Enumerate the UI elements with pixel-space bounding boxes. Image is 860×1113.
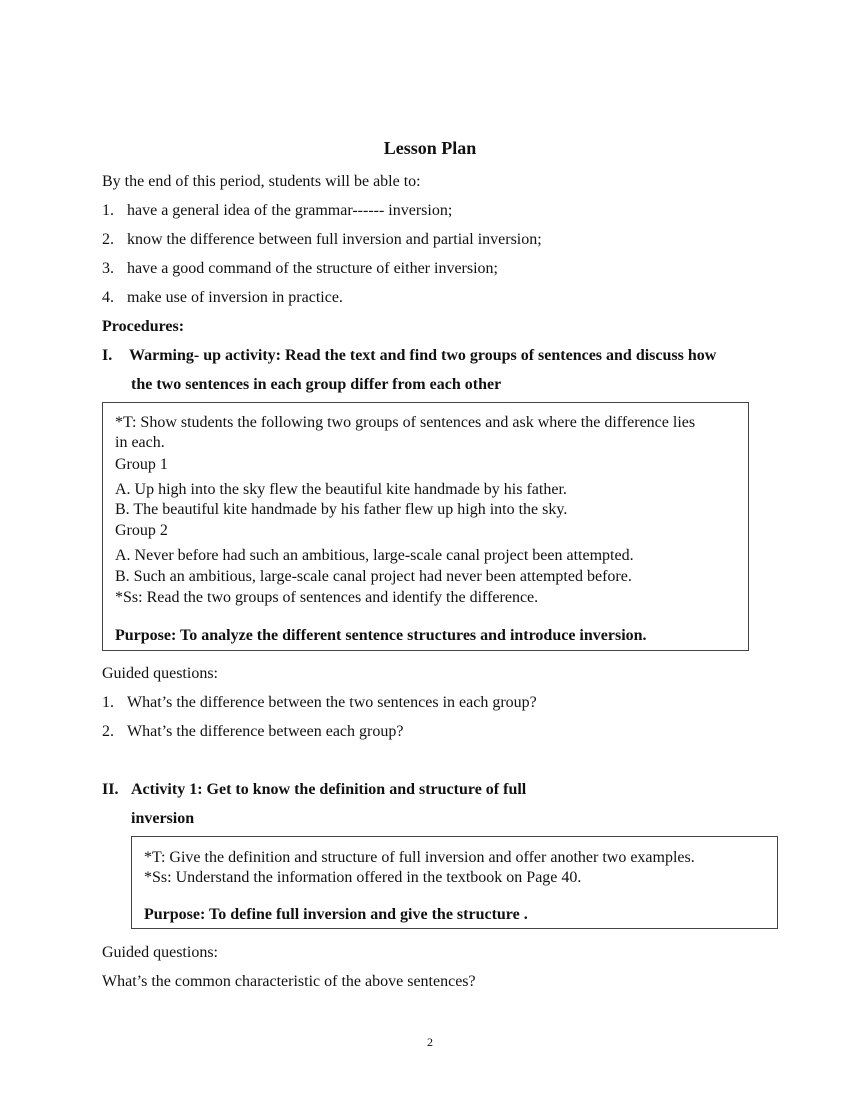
objective-text: have a general idea of the grammar------ inversion; bbox=[127, 202, 453, 219]
question-number: 2. bbox=[102, 723, 114, 740]
question-text: What’s the difference between the two sentences in each group? bbox=[127, 694, 537, 711]
student-instruction: *Ss: Understand the information offered in the textbook on Page 40. bbox=[144, 869, 582, 886]
section-1-number: I. bbox=[102, 347, 113, 364]
purpose-text: Purpose: To define full inversion and give the structure . bbox=[144, 906, 528, 923]
objective-item bbox=[102, 230, 542, 250]
activity-box-1 bbox=[102, 402, 749, 651]
question-number: 1. bbox=[102, 694, 114, 711]
teacher-instruction-cont: in each. bbox=[115, 434, 165, 451]
student-instruction: *Ss: Read the two groups of sentences and identify the difference. bbox=[115, 589, 539, 606]
guided-question bbox=[102, 722, 403, 742]
question-text: What’s the difference between each group? bbox=[127, 723, 404, 740]
objective-item bbox=[102, 259, 498, 279]
section-1-heading-line2: the two sentences in each group differ from each other bbox=[131, 376, 502, 393]
group-1-label: Group 1 bbox=[115, 456, 168, 473]
page-title: Lesson Plan bbox=[383, 138, 477, 158]
section-2-heading bbox=[102, 780, 526, 800]
intro-text: By the end of this period, students will be able to: bbox=[102, 173, 421, 190]
objective-number: 3. bbox=[102, 260, 114, 277]
section-2-number: II. bbox=[102, 781, 119, 798]
group-1-sentence-a: A. Up high into the sky flew the beautiful kite handmade by his father. bbox=[115, 481, 567, 498]
objective-text: have a good command of the structure of either inversion; bbox=[127, 260, 498, 277]
section-1-heading bbox=[102, 346, 716, 366]
guided-questions-label: Guided questions: bbox=[102, 665, 218, 682]
objective-text: know the difference between full inversion and partial inversion; bbox=[127, 231, 542, 248]
group-2-sentence-a: A. Never before had such an ambitious, large-scale canal project been attempted. bbox=[115, 547, 634, 564]
objective-number: 4. bbox=[102, 289, 114, 306]
teacher-instruction: *T: Give the definition and structure of full inversion and offer another two examples. bbox=[144, 849, 695, 866]
guided-question: What’s the common characteristic of the above sentences? bbox=[102, 973, 476, 990]
guided-questions-label: Guided questions: bbox=[102, 944, 218, 961]
section-2-heading-line1: Activity 1: Get to know the definition and structure of full bbox=[131, 781, 527, 798]
section-2-heading-line2: inversion bbox=[131, 810, 195, 827]
group-1-sentence-b: B. The beautiful kite handmade by his father flew up high into the sky. bbox=[115, 501, 568, 518]
guided-question bbox=[102, 693, 537, 713]
objective-number: 1. bbox=[102, 202, 114, 219]
activity-box-2 bbox=[131, 836, 778, 929]
group-2-sentence-b: B. Such an ambitious, large-scale canal project had never been attempted before. bbox=[115, 568, 632, 585]
procedures-label: Procedures: bbox=[102, 318, 185, 335]
objective-text: make use of inversion in practice. bbox=[127, 289, 343, 306]
purpose-text: Purpose: To analyze the different sentence structures and introduce inversion. bbox=[115, 627, 647, 644]
page-number: 2 bbox=[427, 1035, 433, 1049]
objective-number: 2. bbox=[102, 231, 114, 248]
teacher-instruction: *T: Show students the following two groups of sentences and ask where the difference lies bbox=[115, 414, 696, 431]
objective-item bbox=[102, 288, 343, 308]
objective-item bbox=[102, 201, 452, 221]
section-1-heading-line1: Warming- up activity: Read the text and find two groups of sentences and discuss how bbox=[129, 347, 717, 364]
group-2-label: Group 2 bbox=[115, 522, 168, 539]
